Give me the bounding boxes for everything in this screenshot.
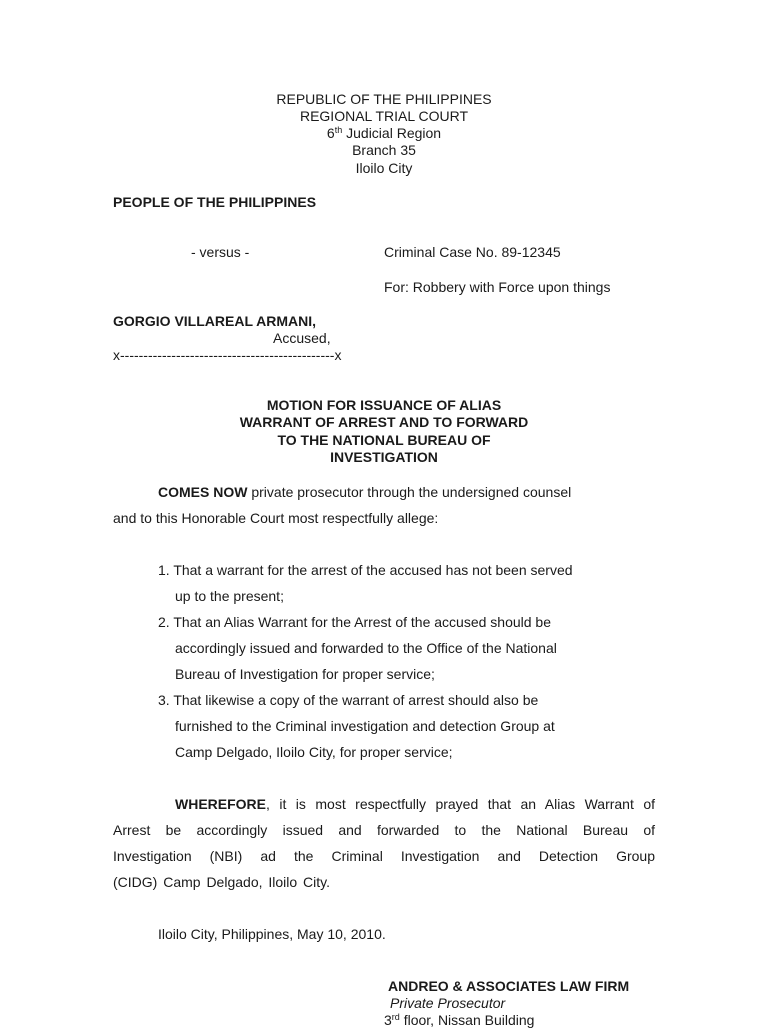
intro-lead: COMES NOW [158, 484, 248, 500]
region-text: Judicial Region [342, 125, 442, 141]
floor-text: floor, Nissan Building [399, 1012, 535, 1028]
title-line-3: TO THE NATIONAL BUREAU OF [277, 432, 491, 448]
allegation-2-line-3: Bureau of Investigation for proper service; [175, 666, 435, 682]
intro-line-2: and to this Honorable Court most respectfully allege: [113, 510, 439, 526]
case-number: Criminal Case No. 89-12345 [384, 244, 561, 260]
caption-separator: x----------------------------------------------x [113, 347, 342, 363]
region-ordinal: th [334, 125, 343, 135]
prayer-lead: WHEREFORE [175, 796, 266, 812]
title-line-1: MOTION FOR ISSUANCE OF ALIAS [266, 397, 502, 413]
intro-line-1 [158, 484, 571, 501]
versus-label: - versus - [191, 244, 250, 260]
firm-address [384, 1012, 534, 1029]
accused-name: GORGIO VILLAREAL ARMANI, [113, 313, 316, 329]
prayer-line-1-text: , it is most respectfully prayed that an Alias Warrant of [266, 796, 655, 812]
prosecutor-role: Private Prosecutor [390, 995, 506, 1011]
allegation-3-line-2: furnished to the Criminal investigation and detection Group at [175, 718, 555, 734]
title-line-2: WARRANT OF ARREST AND TO FORWARD [239, 414, 529, 430]
header-court: REGIONAL TRIAL COURT [299, 108, 469, 124]
header-branch: Branch 35 [352, 142, 416, 158]
prayer-line-2: Arrest be accordingly issued and forwarded to the National Bureau of [113, 822, 655, 838]
offense-label: For: Robbery with Force upon things [384, 279, 611, 295]
prayer-line-4: (CIDG) Camp Delgado, Iloilo City. [113, 874, 331, 890]
date-place: Iloilo City, Philippines, May 10, 2010. [158, 926, 386, 942]
header-city: Iloilo City [355, 160, 413, 176]
header-republic: REPUBLIC OF THE PHILIPPINES [276, 91, 492, 107]
allegation-3-line-1: 3. That likewise a copy of the warrant of arrest should also be [158, 692, 539, 708]
intro-line-1-text: private prosecutor through the undersigned counsel [247, 484, 572, 500]
title-line-4: INVESTIGATION [330, 449, 438, 465]
prayer-line-1 [175, 796, 655, 813]
allegation-1-line-2: up to the present; [175, 588, 284, 604]
floor-ordinal: rd [391, 1012, 400, 1022]
region-number: 6 [326, 125, 335, 141]
allegation-3-line-3: Camp Delgado, Iloilo City, for proper service; [175, 744, 453, 760]
floor-number: 3 [384, 1012, 392, 1028]
header-region [0, 125, 768, 142]
law-firm-name: ANDREO & ASSOCIATES LAW FIRM [388, 978, 630, 994]
allegation-2-line-1: 2. That an Alias Warrant for the Arrest of the accused should be [158, 614, 551, 630]
prayer-line-3: Investigation (NBI) ad the Criminal Investigation and Detection Group [113, 848, 655, 864]
plaintiff-name: PEOPLE OF THE PHILIPPINES [113, 194, 317, 210]
allegation-2-line-2: accordingly issued and forwarded to the Office of the National [175, 640, 557, 656]
allegation-1-line-1: 1. That a warrant for the arrest of the accused has not been served [158, 562, 573, 578]
accused-label: Accused, [273, 330, 331, 346]
